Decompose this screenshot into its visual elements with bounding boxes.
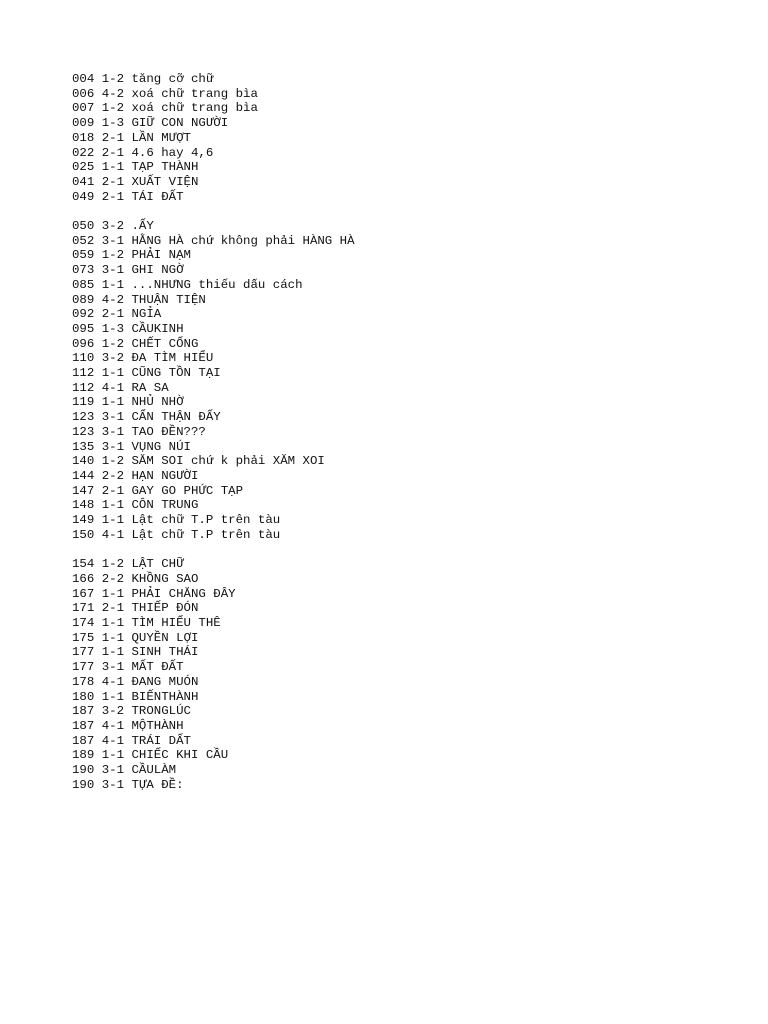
text-line: 187 4-1 MỘTHÀNH [72, 718, 184, 733]
text-line: 059 1-2 PHẢI NẠM [72, 248, 191, 263]
text-line: 085 1-1 ...NHƯNG thiếu dấu cách [72, 277, 303, 292]
text-line: 095 1-3 CẦUKINH [72, 321, 184, 336]
text-line: 041 2-1 XUẤT VIỆN [72, 174, 199, 189]
text-line: 110 3-2 ĐA TÌM HIỂU [72, 351, 214, 366]
text-block-2 [72, 219, 728, 542]
text-line: 177 3-1 MẤT ĐẤT [72, 660, 184, 675]
text-line: 112 4-1 RA SA [72, 380, 169, 395]
text-line: 052 3-1 HẰNG HÀ chứ không phải HÀNG HÀ [72, 233, 355, 248]
text-line: 007 1-2 xoá chữ trang bìa [72, 101, 258, 116]
text-line: 167 1-1 PHẢI CHĂNG ĐÂY [72, 586, 236, 601]
text-line: 189 1-1 CHIẾC KHI CẦU [72, 748, 229, 763]
text-line: 006 4-2 xoá chữ trang bìa [72, 86, 258, 101]
text-line: 190 3-1 CẦULÀM [72, 763, 177, 778]
text-line: 073 3-1 GHI NGỜ [72, 263, 184, 278]
text-line: 112 1-1 CŨNG TỒN TẠI [72, 366, 221, 381]
text-line: 147 2-1 GAY GO PHỨC TẠP [72, 483, 244, 498]
text-line: 175 1-1 QUYỀN LỢI [72, 630, 199, 645]
text-line: 140 1-2 SĂM SOI chứ k phải XĂM XOI [72, 454, 325, 469]
text-line: 180 1-1 BIẾNTHÀNH [72, 689, 199, 704]
text-line: 174 1-1 TÌM HIỂU THÊ [72, 615, 221, 630]
text-line: 096 1-2 CHẾT CỐNG [72, 336, 199, 351]
text-line: 187 4-1 TRÁI DẤT [72, 733, 191, 748]
text-line: 092 2-1 NGỈA [72, 307, 162, 322]
text-line: 190 3-1 TỰA ĐỀ: [72, 777, 184, 792]
text-line: 025 1-1 TẠP THÀNH [72, 160, 199, 175]
text-line: 089 4-2 THUẬN TIỆN [72, 292, 206, 307]
text-line: 018 2-1 LẦN MƯỢT [72, 130, 191, 145]
text-line: 123 3-1 CẨN THẬN ĐẤY [72, 410, 221, 425]
block-spacer [72, 542, 728, 557]
text-line: 148 1-1 CÔN TRUNG [72, 498, 199, 513]
text-line: 119 1-1 NHỦ NHỜ [72, 395, 184, 410]
text-line: 187 3-2 TRONGLÚC [72, 704, 191, 719]
text-line: 150 4-1 Lật chữ T.P trên tàu [72, 527, 281, 542]
block-spacer [72, 204, 728, 219]
text-line: 135 3-1 VỤNG NÚI [72, 439, 191, 454]
text-line: 004 1-2 tăng cỡ chữ [72, 72, 214, 86]
text-line: 154 1-2 LẬT CHỮ [72, 557, 184, 572]
text-line: 049 2-1 TÁI ĐẤT [72, 189, 184, 204]
text-line: 178 4-1 ĐANG MUÓN [72, 674, 199, 689]
text-line: 123 3-1 TAO ĐỀN??? [72, 424, 206, 439]
text-line: 149 1-1 Lật chữ T.P trên tàu [72, 513, 281, 528]
text-line: 009 1-3 GIỮ CON NGƯỜI [72, 116, 229, 131]
text-line: 166 2-2 KHỒNG SAO [72, 571, 199, 586]
text-line: 171 2-1 THIẾP ĐÓN [72, 601, 199, 616]
text-block-1 [72, 72, 728, 204]
text-block-3 [72, 557, 728, 792]
document-page [72, 72, 728, 792]
text-line: 050 3-2 .ẤY [72, 219, 154, 234]
text-line: 022 2-1 4.6 hay 4,6 [72, 145, 214, 160]
text-line: 177 1-1 SINH THÁI [72, 645, 199, 660]
text-line: 144 2-2 HẠN NGƯỜI [72, 468, 199, 483]
